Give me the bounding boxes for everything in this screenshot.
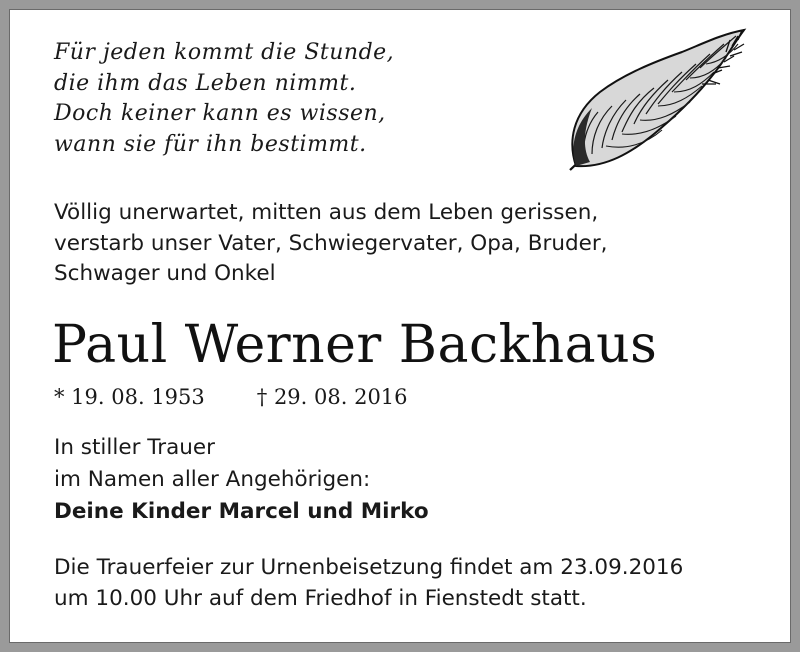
poem (54, 38, 394, 160)
poem-line: Doch keiner kann es wissen, (54, 101, 386, 126)
poem-line: Für jeden kommt die Stunde, (54, 40, 395, 65)
funeral-line: um 10.00 Uhr auf dem Friedhof in Fienstedt statt. (54, 586, 587, 611)
life-dates (54, 382, 408, 412)
poem-line: die ihm das Leben nimmt. (54, 70, 357, 96)
signers: Deine Kinder Marcel und Mirko (54, 499, 429, 524)
obituary-card (9, 9, 791, 643)
funeral-notice (54, 552, 683, 614)
mourning-line: In stiller Trauer (54, 435, 215, 460)
intro-line: Schwager und Onkel (54, 261, 276, 286)
funeral-line: Die Trauerfeier zur Urnenbeisetzung findet am 23.09.2016 (54, 555, 684, 580)
intro-line: Völlig unerwartet, mitten aus dem Leben gerissen, (54, 200, 599, 225)
birth-date: * 19. 08. 1953 (54, 385, 205, 409)
intro-text (54, 198, 608, 290)
poem-line: wann sie für ihn bestimmt. (54, 131, 367, 157)
deceased-name: Paul Werner Backhaus (52, 315, 658, 375)
mourning-line: im Namen aller Angehörigen: (54, 467, 371, 492)
death-date: † 29. 08. 2016 (256, 385, 408, 409)
mourning-block (54, 432, 429, 528)
feather-icon (562, 22, 757, 182)
intro-line: verstarb unser Vater, Schwiegervater, Opa, Bruder, (54, 230, 608, 256)
